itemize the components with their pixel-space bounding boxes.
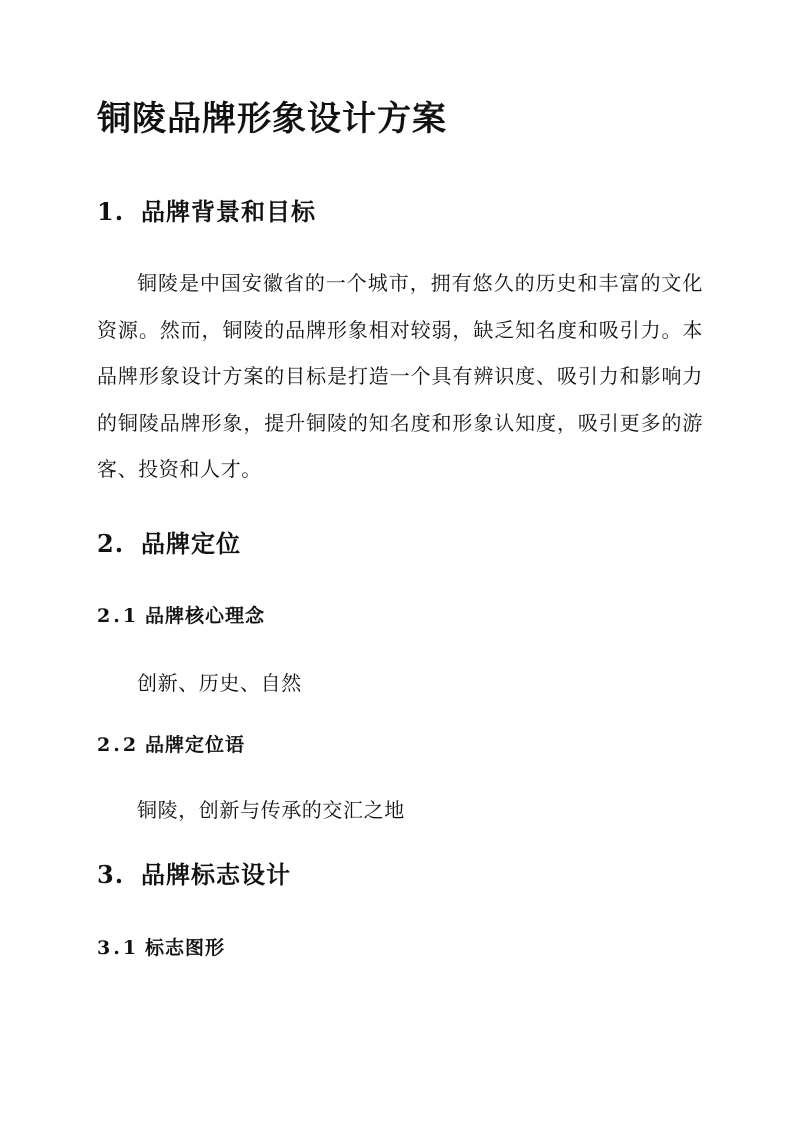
subsection-2-1-number: 2.1 — [97, 605, 140, 627]
subsection-2-1-heading — [97, 602, 265, 630]
subsection-2-2-text: 铜陵，创新与传承的交汇之地 — [137, 798, 405, 822]
subsection-2-2-heading — [97, 731, 245, 759]
section-2-heading — [97, 528, 241, 560]
subsection-3-1-heading — [97, 934, 225, 962]
section-2-title: 品牌定位 — [141, 529, 241, 558]
subsection-3-1-title: 标志图形 — [145, 937, 226, 959]
section-3-title: 品牌标志设计 — [141, 860, 291, 889]
document-title: 铜陵品牌形象设计方案 — [97, 99, 447, 139]
subsection-2-1-title: 品牌核心理念 — [145, 605, 266, 627]
section-1-title: 品牌背景和目标 — [141, 197, 316, 226]
subsection-2-2-title: 品牌定位语 — [145, 734, 246, 756]
section-1-paragraph: 铜陵是中国安徽省的一个城市，拥有悠久的历史和丰富的文化资源。然而，铜陵的品牌形象相对较弱，缺乏知名度和吸引力。本品牌形象设计方案的目标是打造一个具有辨识度、吸引力和影响力的铜陵品牌形象，提升铜陵的知名度和形象认知度，吸引更多的游客、投资和人才。 — [97, 271, 703, 481]
section-3-heading — [97, 859, 291, 891]
subsection-2-2-number: 2.2 — [97, 734, 140, 756]
section-1-heading — [97, 196, 316, 228]
subsection-3-1-number: 3.1 — [97, 937, 140, 959]
section-3-number: 3. — [97, 860, 125, 889]
subsection-2-1-text: 创新、历史、自然 — [137, 671, 302, 695]
section-2-number: 2. — [97, 529, 125, 558]
section-1-number: 1. — [97, 197, 125, 226]
